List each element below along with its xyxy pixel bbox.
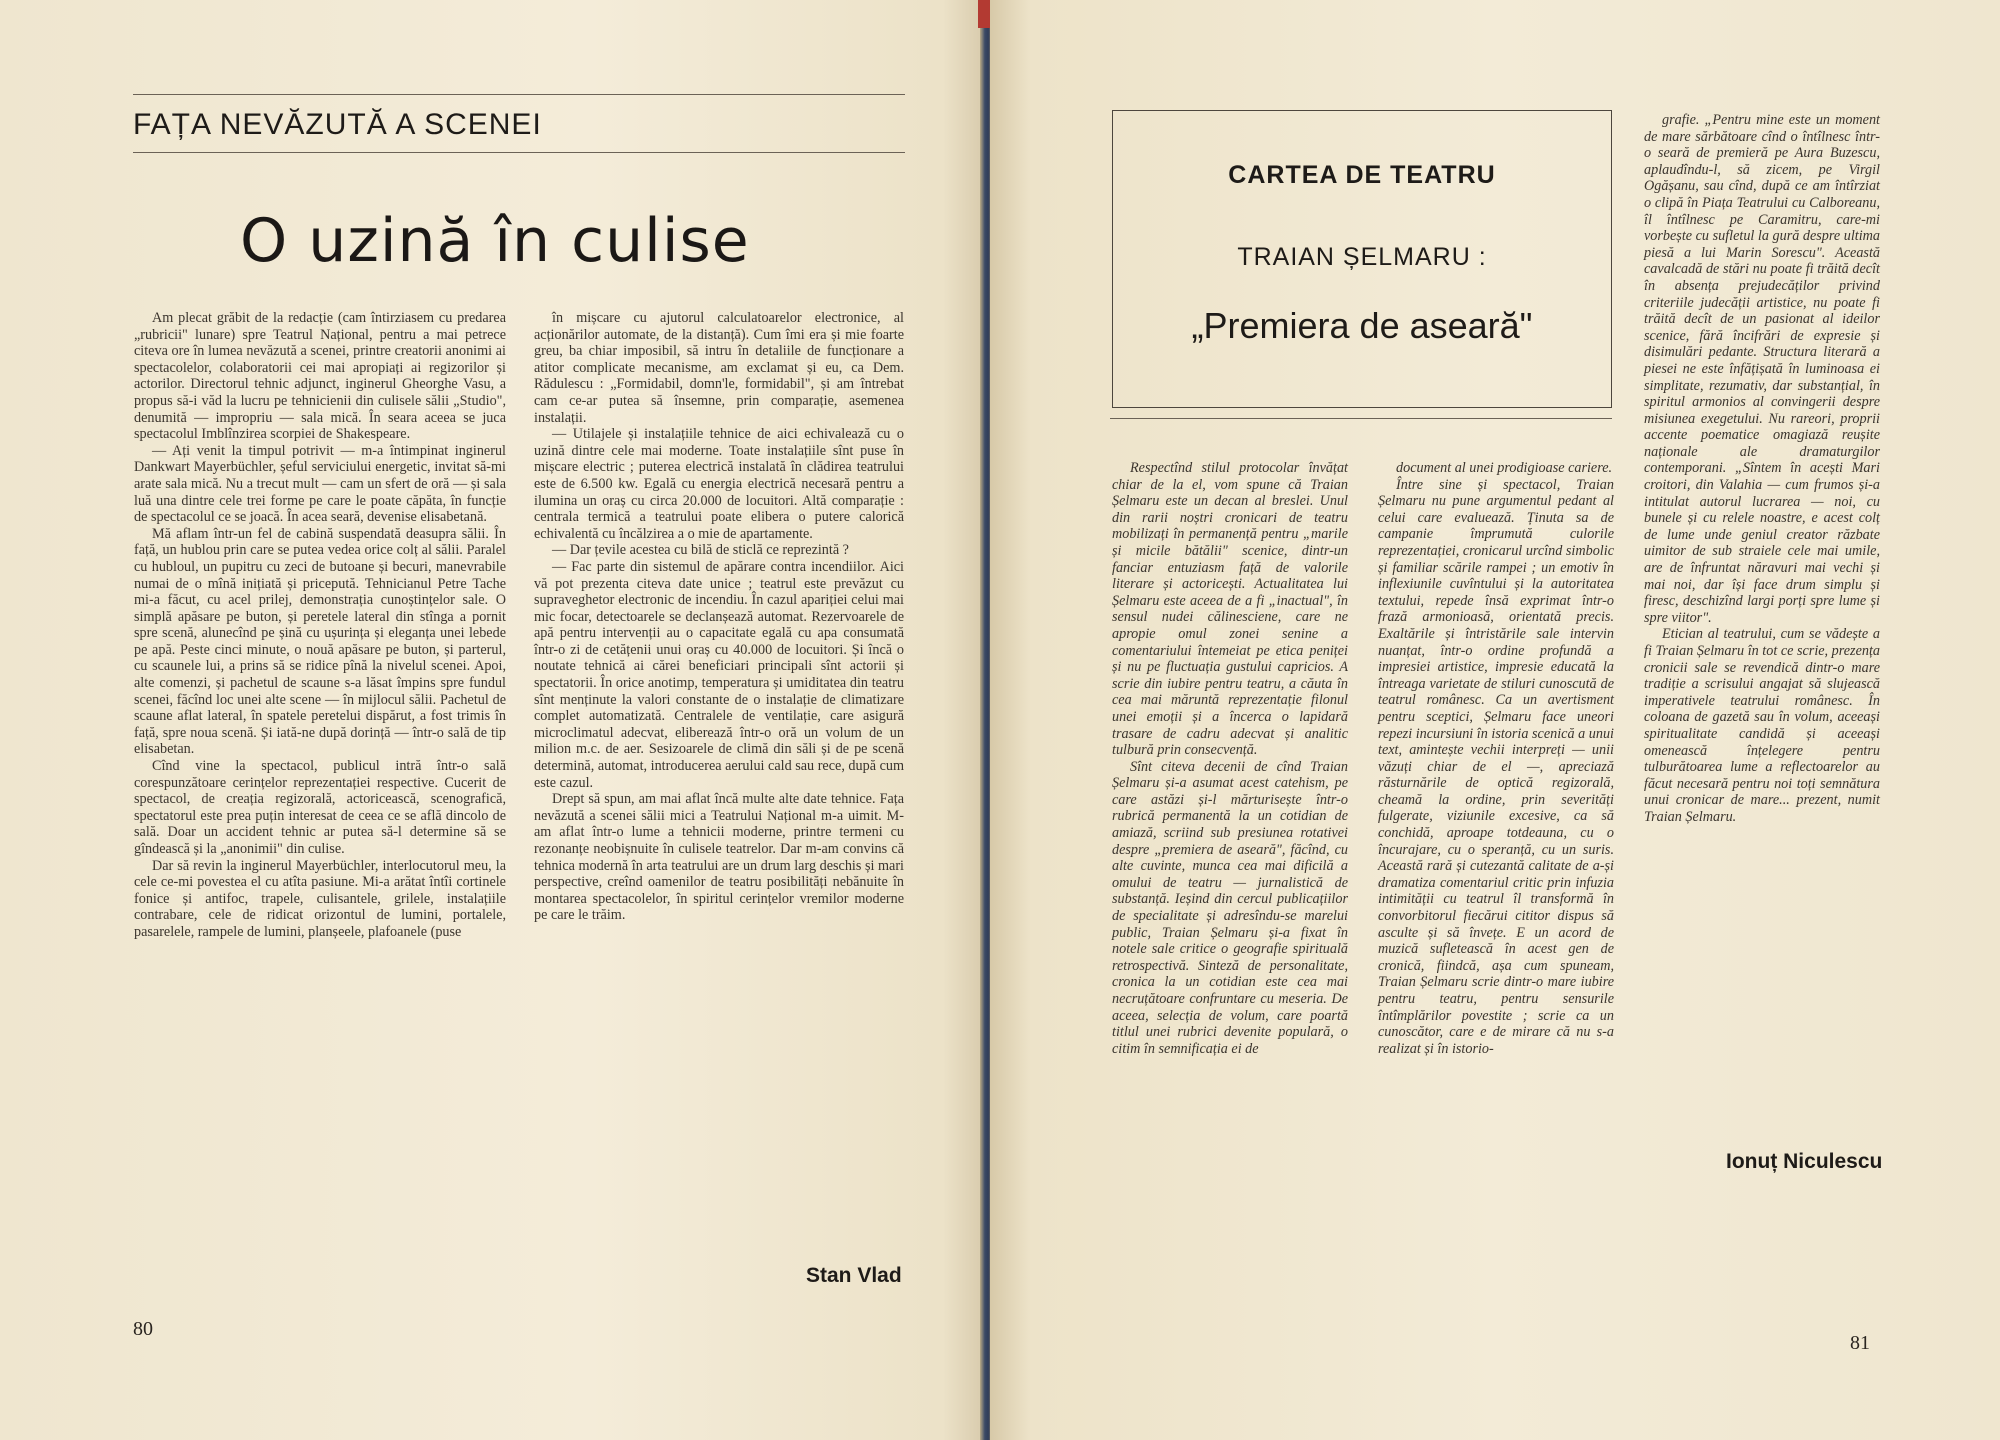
paragraph: Între sine și spectacol, Traian Șelmaru nu pune argumentul pedant al celui care evaluează. Ținuta sa de campanie împrumută culorile reprezentației, cronicarul urcînd simbolic și familiar scările rampei ; un emotiv în inflexiunile cuvîntului și la autoritatea textului, repede însă exprimat într-o frază armonioasă, orientată precis. Exaltările și întristările sale intervin nuanțat, într-o ordine profundă a impresiei artistice, impresie educată la întreaga varietate de stiluri cunoscută de teatrul românesc. Ca un avertisment pentru sceptici, Șelmaru face uneori repezi incursiuni în istoria scenică a unui text, amintește vechii interpreți — unii văzuți chiar de el —, apreciază răsturnările de optică regizorală, cheamă la ordine, prin severități fulgerate, viziunile excesive, ca să conchidă, aproape totdeauna, cu o încurajare, cu o speranță, cu un suris. Această rară și cutezantă calitate de a-și dramatiza comentariul critic prin infuzia intimității cu teatrul îl transformă în convorbitorul fiecărui cititor dispus să asculte și să învețe. E un acord de muzică sufletească în acest gen de cronică, fiindcă, așa cum spuneam, Traian Șelmaru scrie dintr-o mare iubire pentru teatru, pentru sensurile întîmplărilor povestite ; scrie ca un cunoscător, care e de mirare că nu s-a realizat și în istorio- (1378, 476, 1614, 1057)
section-header: FAȚA NEVĂZUTĂ A SCENEI (133, 108, 542, 141)
review-author: Ionuț Niculescu (1726, 1150, 1883, 1173)
paragraph: grafie. „Pentru mine este un moment de mare sărbătoare cînd o întîlnesc într-o seară de premieră pe Aura Buzescu, aplaudîndu-l, să zicem, pe Virgil Ogășanu, sau cînd, după ce am întîrziat o clipă în Piața Teatrului cu Calboreanu, îl întîlnesc pe Caramitru, care-mi vorbește cu sufletul la gură despre ultima piesă a lui Marin Sorescu". Această cavalcadă de stări nu poate fi trăită decît în absența prejudecăților privind criteriile judecății artistice, nu poate fi trăită decît de un pasionat al ideilor scenice, fără încifrări de expresie și disimulări pedante. Structura literară a piesei ne este înfățișată în luminoasa ei simplitate, rezumativ, dar substanțial, în spiritul armonios al convingerii despre misiunea exegetului. Nu rareori, proprii accente poematice omagiază reușite naționale ale dramaturgilor contemporani. „Sîntem în acești Mari croitori, din Valahia — cum frumos și-a intitulat autorul lucrarea — noi, cu bunele și cu relele noastre, e acest colț de lume unde geniul creator răzbate uimitor de sub straiele cele mai umile, are de înfruntat năravuri mai vechi și mai noi, dar își face drum simplu și firesc, deschizînd largi porți spre lume și spre viitor". (1644, 112, 1880, 626)
review-column-3 (1644, 112, 1880, 826)
column-title-box (1112, 110, 1612, 408)
paragraph: Mă aflam într-un fel de cabină suspendată deasupra sălii. În față, un hublou prin care se putea vedea orice colț al sălii. Paralel cu hubloul, un pupitru cu zeci de butoane și becuri, manevrabile numai de o mînă inițiată și pricepută. Tehnicianul Petre Tache mi-a făcut, cu acel prilej, demonstrația cunoștințelor sale. O simplă apăsare pe buton, și peretele lateral din stînga a pornit spre scenă, alunecînd pe șină cu ușurința și eleganța unei lebede pe apă. Peste cinci minute, o nouă apăsare pe buton, și parterul, cu scaunele lui, a prins să se ridice pînă la nivelul scenei. Apoi, alte comenzi, și pachetul de scaune s-a lăsat împins spre fundul scenei, făcînd loc unei alte scene — în mijlocul sălii. Pachetul de scaune aflat lateral, în spatele peretelui dispărut, a fost trimis în față, spre noua scenă. Și iată-ne după dorință — într-o sală de tip elisabetan. (134, 525, 506, 758)
article-column-1 (134, 310, 506, 941)
paragraph: Am plecat grăbit de la redacție (cam întirziasem cu predarea „rubricii" lunare) spre Teatrul Național, pentru a mai petrece citeva ore în lumea nevăzută a scenei, printre creatorii anonimi ai spectacolelor, colaboratorii cei mai apropiați ai regizorilor și actorilor. Directorul tehnic adjunct, inginerul Gheorghe Vasu, a propus să-i văd la lucru pe tehnicienii din culisele sălii „Studio", denumită — impropriu — sala mică. În seara aceea se juca spectacolul Imblînzirea scorpiei de Shakespeare. (134, 310, 506, 443)
paragraph: Etician al teatrului, cum se vădește a fi Traian Șelmaru în tot ce scrie, prezența cronicii sale se revendică dintr-o mare tradiție a scrisului angajat să slujească imperativele teatrului românesc. În coloana de gazetă sau în volum, aceeași spiritualitate candidă și aceeași omenească înțelegere pentru tulburătoarea lume a reflectoarelor au făcut necesară pentru noi toți semnătura unui cronicar de mare... prezent, numit Traian Șelmaru. (1644, 626, 1880, 825)
article-author: Stan Vlad (806, 1264, 902, 1287)
paragraph: document al unei prodigioase cariere. (1396, 460, 1613, 476)
paragraph: — Fac parte din sistemul de apărare contra incendiilor. Aici vă pot prezenta citeva date unice ; teatrul este prevăzut cu supraveghetor electronic de incendiu. În cazul apariției celui mai mic focar, detectoarele se declanșează automat. Rezervoarele de apă pentru intervenții au o capacitate egală cu apa consumată într-o zi de cetățenii unui oraș cu 40.000 de locuitori. Și încă o noutate tehnică ai cărei beneficiari principali sînt actorii și spectatorii. În orice anotimp, temperatura și umiditatea din teatru sînt menținute la valori constante de o instalație de climatizare complet automatizată. Centralele de ventilație, care asigură microclimatul adecvat, eliberează într-o oră un volum de un milion m.c. de aer. Sesizoarele de climă din săli și de pe scenă determină, automat, introducerea aerului cald sau rece, după cum este cazul. (534, 558, 904, 791)
header-top-rule (133, 94, 905, 95)
paragraph: Sînt citeva decenii de cînd Traian Șelmaru și-a asumat acest catehism, pe care astăzi și-l mărturisește într-o rubrică permanentă la un cotidian de amiază, scriind sub presiunea rotativei despre „premiera de aseară", făcînd, cu alte cuvinte, munca cea mai dificilă a omului de teatru — jurnalistică de substanță. Ieșind din cercul publicațiilor de specialitate și adresîndu-se marelui public, Traian Șelmaru și-a fixat în notele sale critice o geografie spirituală retrospectivă. Sinteză de personalitate, cronica la un cotidian este cea mai necruțătoare confruntare cu meseria. De aceea, selecția de volum, care poartă titlul unei rubrici devenite populară, o citim în semnificația ei de (1112, 758, 1348, 1057)
page-number-right: 81 (1850, 1332, 1870, 1354)
header-bottom-rule (133, 152, 905, 153)
paragraph: Dar să revin la inginerul Mayerbüchler, interlocutorul meu, la cele ce-mi povestea el cu atîta pasiune. Mi-a arătat întîi cortinele fonice și antifoc, trapele, culisantele, grilele, instalațiile contrabare, cele de ridicat orizontul de lumini, portalele, pasarelele, rampele de lumini, planșeele, plafoanele (puse (134, 857, 506, 940)
book-title: „Premiera de aseară" (1191, 305, 1533, 346)
paragraph: Drept să spun, am mai aflat încă multe alte date tehnice. Fața nevăzută a scenei sălii mici a Teatrului Național m-a uimit. M-am aflat într-o lume a tehnicii moderne, printre termeni cu rezonanțe neobișnuite în culisele teatrelor. Dar m-am convins că tehnica modernă în arta teatrului are un drum larg deschis și mari perspective, creînd oamenilor de teatru posibilități nebănuite în montarea spectacolelor, în spiritul cerințelor vremilor moderne pe care le trăim. (534, 791, 904, 924)
article-headline: O uzină în culise (240, 206, 750, 276)
paragraph: — Utilajele și instalațiile tehnice de aici echivalează cu o uzină dintre cele mai moderne. Toate instalațiile sînt puse în mișcare electric ; puterea electrică instalată în clădirea teatrului este de 6.500 kw. Egală cu energia electrică necesară pentru a ilumina un oraș cu circa 20.000 de locuitori. Altă comparație : centrala termică a teatrului poate elibera o putere calorică echivalentă cu încălzirea a o mie de apartamente. (534, 426, 904, 542)
left-page (0, 0, 982, 1440)
paragraph: — Ați venit la timpul potrivit — m-a întimpinat inginerul Dankwart Mayerbüchler, șeful serviciului energetic, invitat să-mi arate sala mică. Nu a trecut mult — cam un sfert de oră — și sala luă una dintre cele trei forme pe care le poate căpăta, în funcție de spectacolul ce se joacă. În acea seară, devenise elisabetană. (134, 442, 506, 526)
paragraph: Respectînd stilul protocolar învățat chiar de la el, vom spune că Traian Șelmaru este un decan al breslei. Unul din rarii noștri cronicari de teatru mobilizați în permanență pentru „marile și micile bătălii" scenice, dintr-un fanciar entuziasm față de valorile literare și actoricești. Actualitatea lui Șelmaru este aceea de a fi „inactual", în sensul nudei călinesciene, care ne apropie omul zonei senine a comentariului întemeiat pe etica peniței și nu pe fluctuația gustului capricios. A scrie din iubire pentru teatru, a căuta în cea mai măruntă reprezentație filonul unei emoții și a încerca o lapidară trasare de cadru adecvat și analitic tulbură prin consecvență. (1112, 460, 1348, 759)
review-column-1 (1112, 460, 1348, 1057)
review-column-2 (1378, 460, 1614, 1057)
article-column-2 (534, 310, 904, 924)
column-label: CARTEA DE TEATRU (1228, 161, 1496, 189)
book-author: TRAIAN ȘELMARU : (1237, 243, 1487, 271)
box-underline (1110, 418, 1612, 419)
paragraph: Cînd vine la spectacol, publicul intră într-o sală corespunzătoare cerințelor reprezentației respective. Cucerit de spectacol, de creația regizorală, actoricească, scenografică, spectatorul este prea puțin interesat de ceea ce se află dincolo de sală. Doar un accident tehnic ar putea să-l determine să se gîndească și la „anonimii" din culise. (134, 758, 506, 857)
paragraph: — Dar țevile acestea cu bilă de sticlă ce reprezintă ? (552, 542, 849, 559)
paragraph: în mișcare cu ajutorul calculatoarelor electronice, al acționărilor automate, de la distanță). Cum îmi era și mie foarte greu, ba chiar imposibil, să intru în detaliile de funcționare a atitor complicate mecanisme, am exclamat și eu, ca Dem. Rădulescu : „Formidabil, domn'le, formidabil", și am întrebat cam ce-ar putea să însemne, prin comparație, asemenea instalații. (534, 310, 904, 426)
page-number: 80 (133, 1318, 153, 1340)
